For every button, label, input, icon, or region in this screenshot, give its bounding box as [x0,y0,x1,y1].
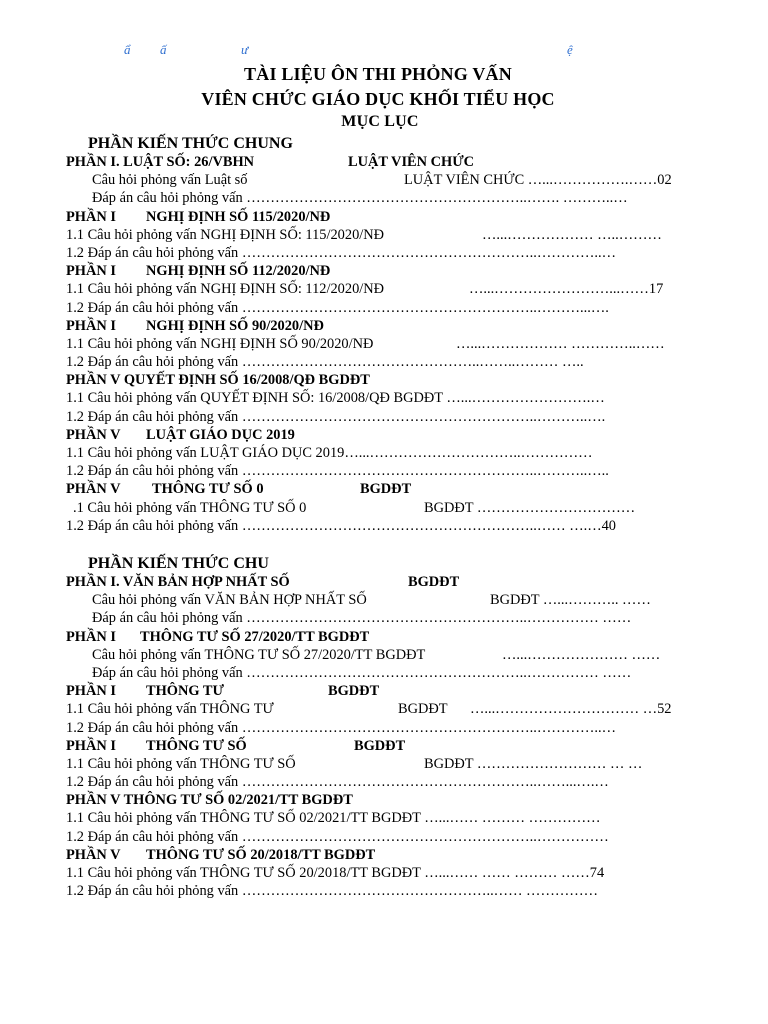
entry-leader: …...……………………...……17 [469,281,664,298]
chapter-suffix: BGDĐT [408,574,460,590]
entry-leader: BGDĐT ……………………… … … [424,755,643,772]
entry-leader: BGDĐT …………………………… [424,499,636,516]
entry-text: 1.2 Đáp án câu hỏi phỏng vấn ……………………………………………………..………...…. [66,299,609,316]
toc-entry[interactable] [0,190,768,208]
chapter-title: THÔNG TƯ SỐ 27/2020/TT BGDĐT [140,628,370,645]
toc-entry[interactable] [0,701,768,719]
chapter-label: PHẦN I [66,263,116,280]
toc-chapter-heading [0,792,768,810]
entry-text: 1.2 Đáp án câu hỏi phỏng vấn ……………………………………………………..………..….. [66,463,609,480]
chapter-suffix: BGDĐT [354,737,406,754]
entry-text: 1.2 Đáp án câu hỏi phỏng vấn ……………………………………………………..…………… [66,828,609,845]
entry-text: 1.1 Câu hỏi phỏng vấn THÔNG TƯ SỐ 02/2021/TT BGDĐT …...…… ……… …………… [66,810,601,827]
chapter-label: PHẦN V [66,846,121,863]
entry-text: 1.2 Đáp án câu hỏi phỏng vấn …………………………………………..……..……… ….. [66,354,584,371]
stray-diacritic-marks [0,42,768,62]
toc-chapter-heading [0,209,768,227]
entry-suffix: BGDĐT [398,701,448,718]
toc-chapter-heading [0,372,768,390]
toc-entry[interactable] [0,774,768,792]
chapter-label: PHẦN V [66,481,121,498]
chapter-title: NGHỊ ĐỊNH SỐ 115/2020/NĐ [146,208,331,225]
entry-leader: …...………………………… …52 [470,701,672,718]
toc-entry[interactable] [0,172,768,190]
toc-chapter-heading [0,738,768,756]
toc-entry[interactable] [0,610,768,628]
toc-entry[interactable] [0,810,768,828]
part-heading-specialized: PHẦN KIẾN THỨC CHU [88,555,269,572]
entry-text: 1.2 Đáp án câu hỏi phỏng vấn ……………………………………………………..……...….… [66,774,609,791]
toc-chapter-heading [0,318,768,336]
entry-leader: LUẬT VIÊN CHỨC …...…………….……02 [404,172,672,189]
toc-chapter-heading [0,481,768,499]
entry-text: 1.2 Đáp án câu hỏi phỏng vấn ……………………………………………………..…………..… [66,244,616,261]
toc-entry[interactable] [0,354,768,372]
toc-entry[interactable] [0,865,768,883]
toc-chapter-heading [0,427,768,445]
table-of-contents-heading: MỤC LỤC [341,113,419,130]
toc-entry[interactable] [0,281,768,299]
chapter-title: LUẬT GIÁO DỤC 2019 [146,426,295,443]
chapter-suffix: BGDĐT [360,481,412,498]
toc-section-general [0,154,768,536]
toc-entry[interactable] [0,336,768,354]
toc-entry[interactable] [0,300,768,318]
chapter-label: PHẦN I [66,683,116,700]
toc-entry[interactable] [0,720,768,738]
chapter-suffix: BGDĐT [328,683,380,700]
toc-chapter-heading [0,263,768,281]
toc-entry[interactable] [0,647,768,665]
entry-text: Câu hỏi phỏng vấn THÔNG TƯ SỐ 27/2020/TT BGDĐT [92,646,426,663]
part-heading-general: PHẦN KIẾN THỨC CHUNG [88,135,293,152]
diacritic-mark: ư [241,42,249,57]
chapter-label: PHẦN I. LUẬT SỐ: 26/VBHN [66,154,255,170]
entry-text: 1.2 Đáp án câu hỏi phỏng vấn ……………………………………………………..…… ….…40 [66,517,616,534]
entry-leader: …...………………… …… [502,646,661,663]
diacritic-mark: ẩ [124,42,131,57]
chapter-label: PHẦN V THÔNG TƯ SỐ 02/2021/TT BGDĐT [66,792,353,809]
chapter-label: PHẦN V [66,426,121,443]
chapter-title: NGHỊ ĐỊNH SỐ 90/2020/NĐ [146,317,324,334]
entry-text: 1.2 Đáp án câu hỏi phỏng vấn ……………………………………………..…… …………… [66,883,599,900]
chapter-label: PHẦN I [66,628,116,645]
toc-section-specialized [0,574,768,901]
toc-entry[interactable] [0,245,768,263]
entry-text: .1 Câu hỏi phỏng vấn THÔNG TƯ SỐ 0 [73,499,307,516]
toc-entry[interactable] [0,665,768,683]
chapter-title: THÔNG TƯ [146,683,224,700]
toc-chapter-heading [0,847,768,865]
chapter-title: NGHỊ ĐỊNH SỐ 112/2020/NĐ [146,263,331,280]
diacritic-mark: ấ [160,42,167,57]
entry-text: 1.1 Câu hỏi phỏng vấn QUYẾT ĐỊNH SỐ: 16/2008/QĐ BGDĐT …...…………………….… [66,390,605,407]
entry-text: Đáp án câu hỏi phỏng vấn …………………………………………………..…………… …… [92,664,632,681]
chapter-label: PHẦN I [66,317,116,334]
entry-text: 1.1 Câu hỏi phỏng vấn NGHỊ ĐỊNH SỐ 90/2020/NĐ [66,335,374,352]
entry-text: 1.1 Câu hỏi phỏng vấn LUẬT GIÁO DỤC 2019…...…………………………..…………… [66,445,593,461]
chapter-title: LUẬT VIÊN CHỨC [348,154,475,170]
toc-entry[interactable] [0,829,768,847]
entry-text: Đáp án câu hỏi phỏng vấn …………………………………………………..…………… …… [92,610,632,627]
entry-text: 1.1 Câu hỏi phỏng vấn THÔNG TƯ [66,701,274,718]
diacritic-mark: ệ [567,42,573,57]
toc-entry[interactable] [0,518,768,536]
toc-entry[interactable] [0,463,768,481]
entry-text: 1.1 Câu hỏi phỏng vấn NGHỊ ĐỊNH SỐ: 115/2020/NĐ [66,226,385,243]
document-title: TÀI LIỆU ÔN THI PHỎNG VẤN [244,64,512,84]
entry-text: Đáp án câu hỏi phỏng vấn …………………………………………………..……. ………..… [92,190,628,207]
entry-leader: BGDĐT …...……….. …… [490,592,651,609]
entry-text: 1.1 Câu hỏi phỏng vấn THÔNG TƯ SỐ [66,755,296,772]
toc-entry[interactable] [0,500,768,518]
entry-text: 1.1 Câu hỏi phỏng vấn NGHỊ ĐỊNH SỐ: 112/2020/NĐ [66,281,385,298]
entry-text: 1.1 Câu hỏi phỏng vấn THÔNG TƯ SỐ 20/2018/TT BGDĐT …...…… …… ……… ……74 [66,865,605,881]
toc-chapter-heading [0,574,768,592]
chapter-title: THÔNG TƯ SỐ [146,737,247,754]
chapter-title: THÔNG TƯ SỐ 20/2018/TT BGDĐT [146,846,376,863]
entry-leader: …...……………… …………..…… [456,335,665,352]
chapter-label: PHẦN V QUYẾT ĐỊNH SỐ 16/2008/QĐ BGDĐT [66,372,370,389]
toc-entry[interactable] [0,227,768,245]
entry-text: Câu hỏi phỏng vấn Luật số [92,172,248,189]
entry-leader: …...……………… …..……… [482,226,662,243]
entry-text: 1.2 Đáp án câu hỏi phỏng vấn ……………………………………………………..…………..… [66,719,616,736]
toc-chapter-heading [0,629,768,647]
toc-entry[interactable] [0,445,768,463]
toc-entry[interactable] [0,390,768,408]
chapter-label: PHẦN I [66,208,116,225]
toc-chapter-heading [0,683,768,701]
toc-entry[interactable] [0,883,768,901]
document-subtitle: VIÊN CHỨC GIÁO DỤC KHỐI TIỂU HỌC [201,89,555,109]
chapter-label: PHẦN I. VĂN BẢN HỢP NHẤT SỐ [66,574,290,590]
toc-entry[interactable] [0,409,768,427]
chapter-label: PHẦN I [66,737,116,754]
toc-entry[interactable] [0,756,768,774]
entry-text: 1.2 Đáp án câu hỏi phỏng vấn ……………………………………………………..………..…. [66,408,606,425]
chapter-title: THÔNG TƯ SỐ 0 [152,481,264,498]
toc-entry[interactable] [0,592,768,610]
entry-text: Câu hỏi phỏng vấn VĂN BẢN HỢP NHẤT SỐ [92,592,367,609]
toc-chapter-heading [0,154,768,172]
